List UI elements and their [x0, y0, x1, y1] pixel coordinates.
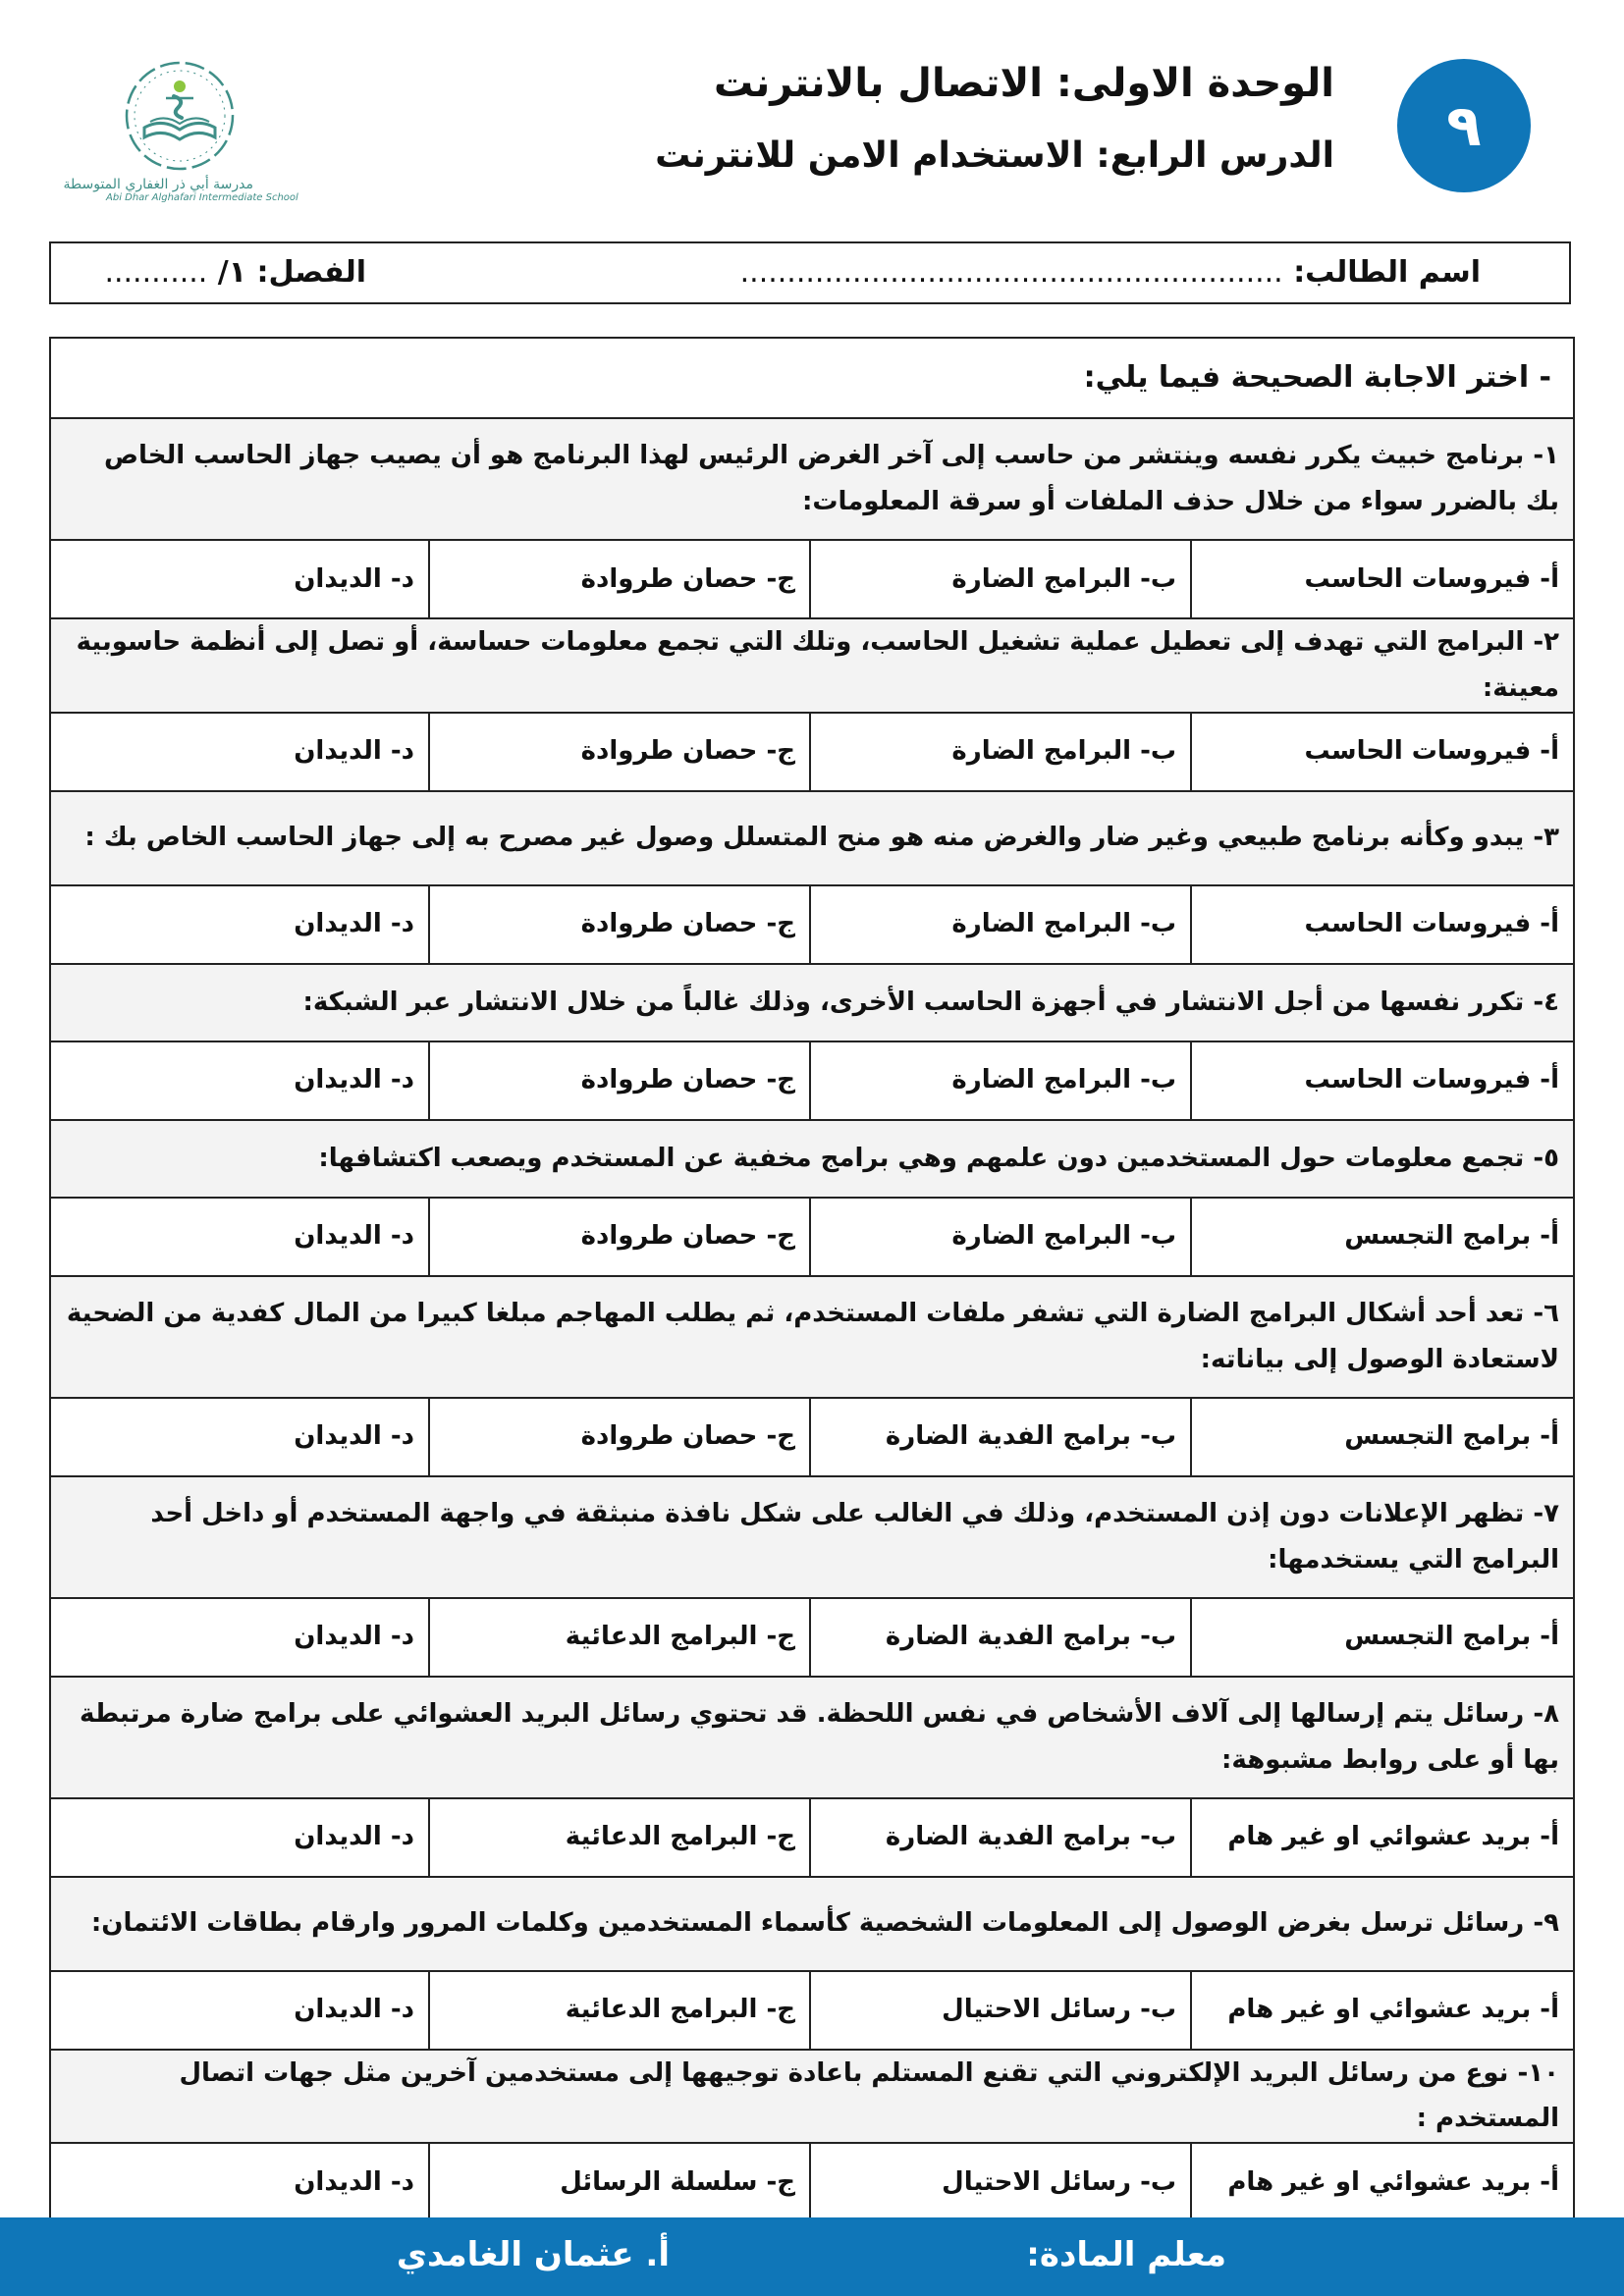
answer-option[interactable]: أ- برامج التجسس	[1191, 1398, 1574, 1476]
question-row	[50, 1877, 1574, 1971]
options-row	[50, 1971, 1574, 2050]
answer-option[interactable]: د- الديدان	[50, 2143, 429, 2221]
answer-option[interactable]: د- الديدان	[50, 885, 429, 964]
lesson-title: الدرس الرابع: الاستخدام الامن للانترنت	[655, 135, 1334, 176]
instruction-row	[50, 338, 1574, 418]
options-row	[50, 2143, 1574, 2221]
answer-option[interactable]: د- الديدان	[50, 540, 429, 618]
question-row	[50, 1120, 1574, 1198]
school-logo	[63, 57, 298, 214]
student-info-box	[49, 241, 1571, 304]
class-label: الفصل: ١/	[217, 255, 366, 290]
answer-option[interactable]: أ- فيروسات الحاسب	[1191, 540, 1574, 618]
question-text: ٤- تكرر نفسها من أجل الانتشار في أجهزة الحاسب الأخرى، وذلك غالباً من خلال الانتشار عبر الشبكة:	[50, 964, 1574, 1041]
question-row	[50, 1276, 1574, 1398]
answer-option[interactable]: ج- حصان طروادة	[429, 540, 810, 618]
instruction-text: - اختر الاجابة الصحيحة فيما يلي:	[50, 338, 1574, 418]
questions-table	[49, 337, 1575, 2222]
class-blank: ...........	[104, 255, 208, 290]
school-name-en: Abi Dhar Alghafari Intermediate School	[106, 192, 298, 203]
school-name-ar: مدرسة أبي ذر الغفاري المتوسطة	[63, 177, 253, 192]
unit-title: الوحدة الاولى: الاتصال بالانترنت	[713, 61, 1334, 106]
answer-option[interactable]: أ- فيروسات الحاسب	[1191, 885, 1574, 964]
answer-option[interactable]: أ- فيروسات الحاسب	[1191, 1041, 1574, 1120]
answer-option[interactable]: د- الديدان	[50, 713, 429, 791]
options-row	[50, 1798, 1574, 1877]
question-text: ١٠- نوع من رسائل البريد الإلكتروني التي تقنع المستلم باعادة توجيهها إلى مستخدمين آخرين مثل جهات اتصال المستخدم :	[50, 2050, 1574, 2144]
answer-option[interactable]: ب- البرامج الضارة	[810, 540, 1191, 618]
question-text: ٢- البرامج التي تهدف إلى تعطيل عملية تشغيل الحاسب، وتلك التي تجمع معلومات حساسة، أو تصل إلى أنظمة حاسوبية معينة:	[50, 618, 1574, 713]
answer-option[interactable]: ج- سلسلة الرسائل	[429, 2143, 810, 2221]
answer-option[interactable]: ج- البرامج الدعائية	[429, 1798, 810, 1877]
answer-option[interactable]: ج- حصان طروادة	[429, 1041, 810, 1120]
answer-option[interactable]: ب- البرامج الضارة	[810, 1198, 1191, 1276]
answer-option[interactable]: أ- بريد عشوائي او غير هام	[1191, 2143, 1574, 2221]
answer-option[interactable]: د- الديدان	[50, 1041, 429, 1120]
question-row	[50, 964, 1574, 1041]
question-row	[50, 1677, 1574, 1798]
answer-option[interactable]: ب- برامج الفدية الضارة	[810, 1798, 1191, 1877]
answer-option[interactable]: ج- حصان طروادة	[429, 885, 810, 964]
options-row	[50, 540, 1574, 618]
answer-option[interactable]: ب- البرامج الضارة	[810, 713, 1191, 791]
student-name-label: اسم الطالب:	[1293, 255, 1481, 290]
question-text: ٣- يبدو وكأنه برنامج طبيعي وغير ضار والغرض منه هو منح المتسلل وصول غير مصرح به إلى جهاز الحاسب الخاص بك :	[50, 791, 1574, 885]
footer-bar	[0, 2217, 1624, 2296]
options-row	[50, 1041, 1574, 1120]
options-row	[50, 1198, 1574, 1276]
answer-option[interactable]: ب- البرامج الضارة	[810, 1041, 1191, 1120]
answer-option[interactable]: ج- حصان طروادة	[429, 1198, 810, 1276]
class-field[interactable]	[104, 255, 366, 290]
answer-option[interactable]: د- الديدان	[50, 1598, 429, 1677]
answer-option[interactable]: ب- برامج الفدية الضارة	[810, 1598, 1191, 1677]
answer-option[interactable]: أ- بريد عشوائي او غير هام	[1191, 1798, 1574, 1877]
question-row	[50, 2050, 1574, 2144]
question-text: ٨- رسائل يتم إرسالها إلى آلاف الأشخاص في نفس اللحظة. قد تحتوي رسائل البريد العشوائي على برامج ضارة مرتبطة بها أو على روابط مشبوهة:	[50, 1677, 1574, 1798]
question-row	[50, 418, 1574, 540]
answer-option[interactable]: أ- برامج التجسس	[1191, 1198, 1574, 1276]
answer-option[interactable]: د- الديدان	[50, 1398, 429, 1476]
options-row	[50, 885, 1574, 964]
student-name-field[interactable]	[740, 255, 1481, 290]
grade-badge: ٩	[1397, 59, 1531, 192]
question-text: ٥- تجمع معلومات حول المستخدمين دون علمهم وهي برامج مخفية عن المستخدم ويصعب اكتشافها:	[50, 1120, 1574, 1198]
answer-option[interactable]: ج- البرامج الدعائية	[429, 1971, 810, 2050]
answer-option[interactable]: د- الديدان	[50, 1971, 429, 2050]
answer-option[interactable]: أ- بريد عشوائي او غير هام	[1191, 1971, 1574, 2050]
answer-option[interactable]: أ- برامج التجسس	[1191, 1598, 1574, 1677]
answer-option[interactable]: ب- رسائل الاحتيال	[810, 2143, 1191, 2221]
teacher-label: معلم المادة:	[1026, 2235, 1226, 2274]
question-text: ٩- رسائل ترسل بغرض الوصول إلى المعلومات الشخصية كأسماء المستخدمين وكلمات المرور وارقام بطاقات الائتمان:	[50, 1877, 1574, 1971]
question-row	[50, 618, 1574, 713]
answer-option[interactable]: ب- البرامج الضارة	[810, 885, 1191, 964]
answer-option[interactable]: ب- رسائل الاحتيال	[810, 1971, 1191, 2050]
question-row	[50, 1476, 1574, 1598]
answer-option[interactable]: أ- فيروسات الحاسب	[1191, 713, 1574, 791]
answer-option[interactable]: د- الديدان	[50, 1198, 429, 1276]
question-text: ٦- تعد أحد أشكال البرامج الضارة التي تشفر ملفات المستخدم، ثم يطلب المهاجم مبلغا كبيرا من المال كفدية من الضحية لاستعادة الوصول إلى بياناته:	[50, 1276, 1574, 1398]
options-row	[50, 713, 1574, 791]
question-row	[50, 791, 1574, 885]
question-text: ١- برنامج خبيث يكرر نفسه وينتشر من حاسب إلى آخر الغرض الرئيس لهذا البرنامج هو أن يصيب جهاز الحاسب الخاص بك بالضرر سواء من خلال حذف الملفات أو سرقة المعلومات:	[50, 418, 1574, 540]
answer-option[interactable]: ب- برامج الفدية الضارة	[810, 1398, 1191, 1476]
answer-option[interactable]: ج- حصان طروادة	[429, 1398, 810, 1476]
answer-option[interactable]: ج- حصان طروادة	[429, 713, 810, 791]
options-row	[50, 1598, 1574, 1677]
answer-option[interactable]: د- الديدان	[50, 1798, 429, 1877]
student-name-blank: ..........................................................	[739, 255, 1283, 290]
book-emblem-icon	[121, 57, 239, 175]
question-text: ٧- تظهر الإعلانات دون إذن المستخدم، وذلك في الغالب على شكل نافذة منبثقة في واجهة المستخدم أو داخل أحد البرامج التي يستخدمها:	[50, 1476, 1574, 1598]
answer-option[interactable]: ج- البرامج الدعائية	[429, 1598, 810, 1677]
teacher-name: أ. عثمان الغامدي	[396, 2235, 670, 2274]
options-row	[50, 1398, 1574, 1476]
